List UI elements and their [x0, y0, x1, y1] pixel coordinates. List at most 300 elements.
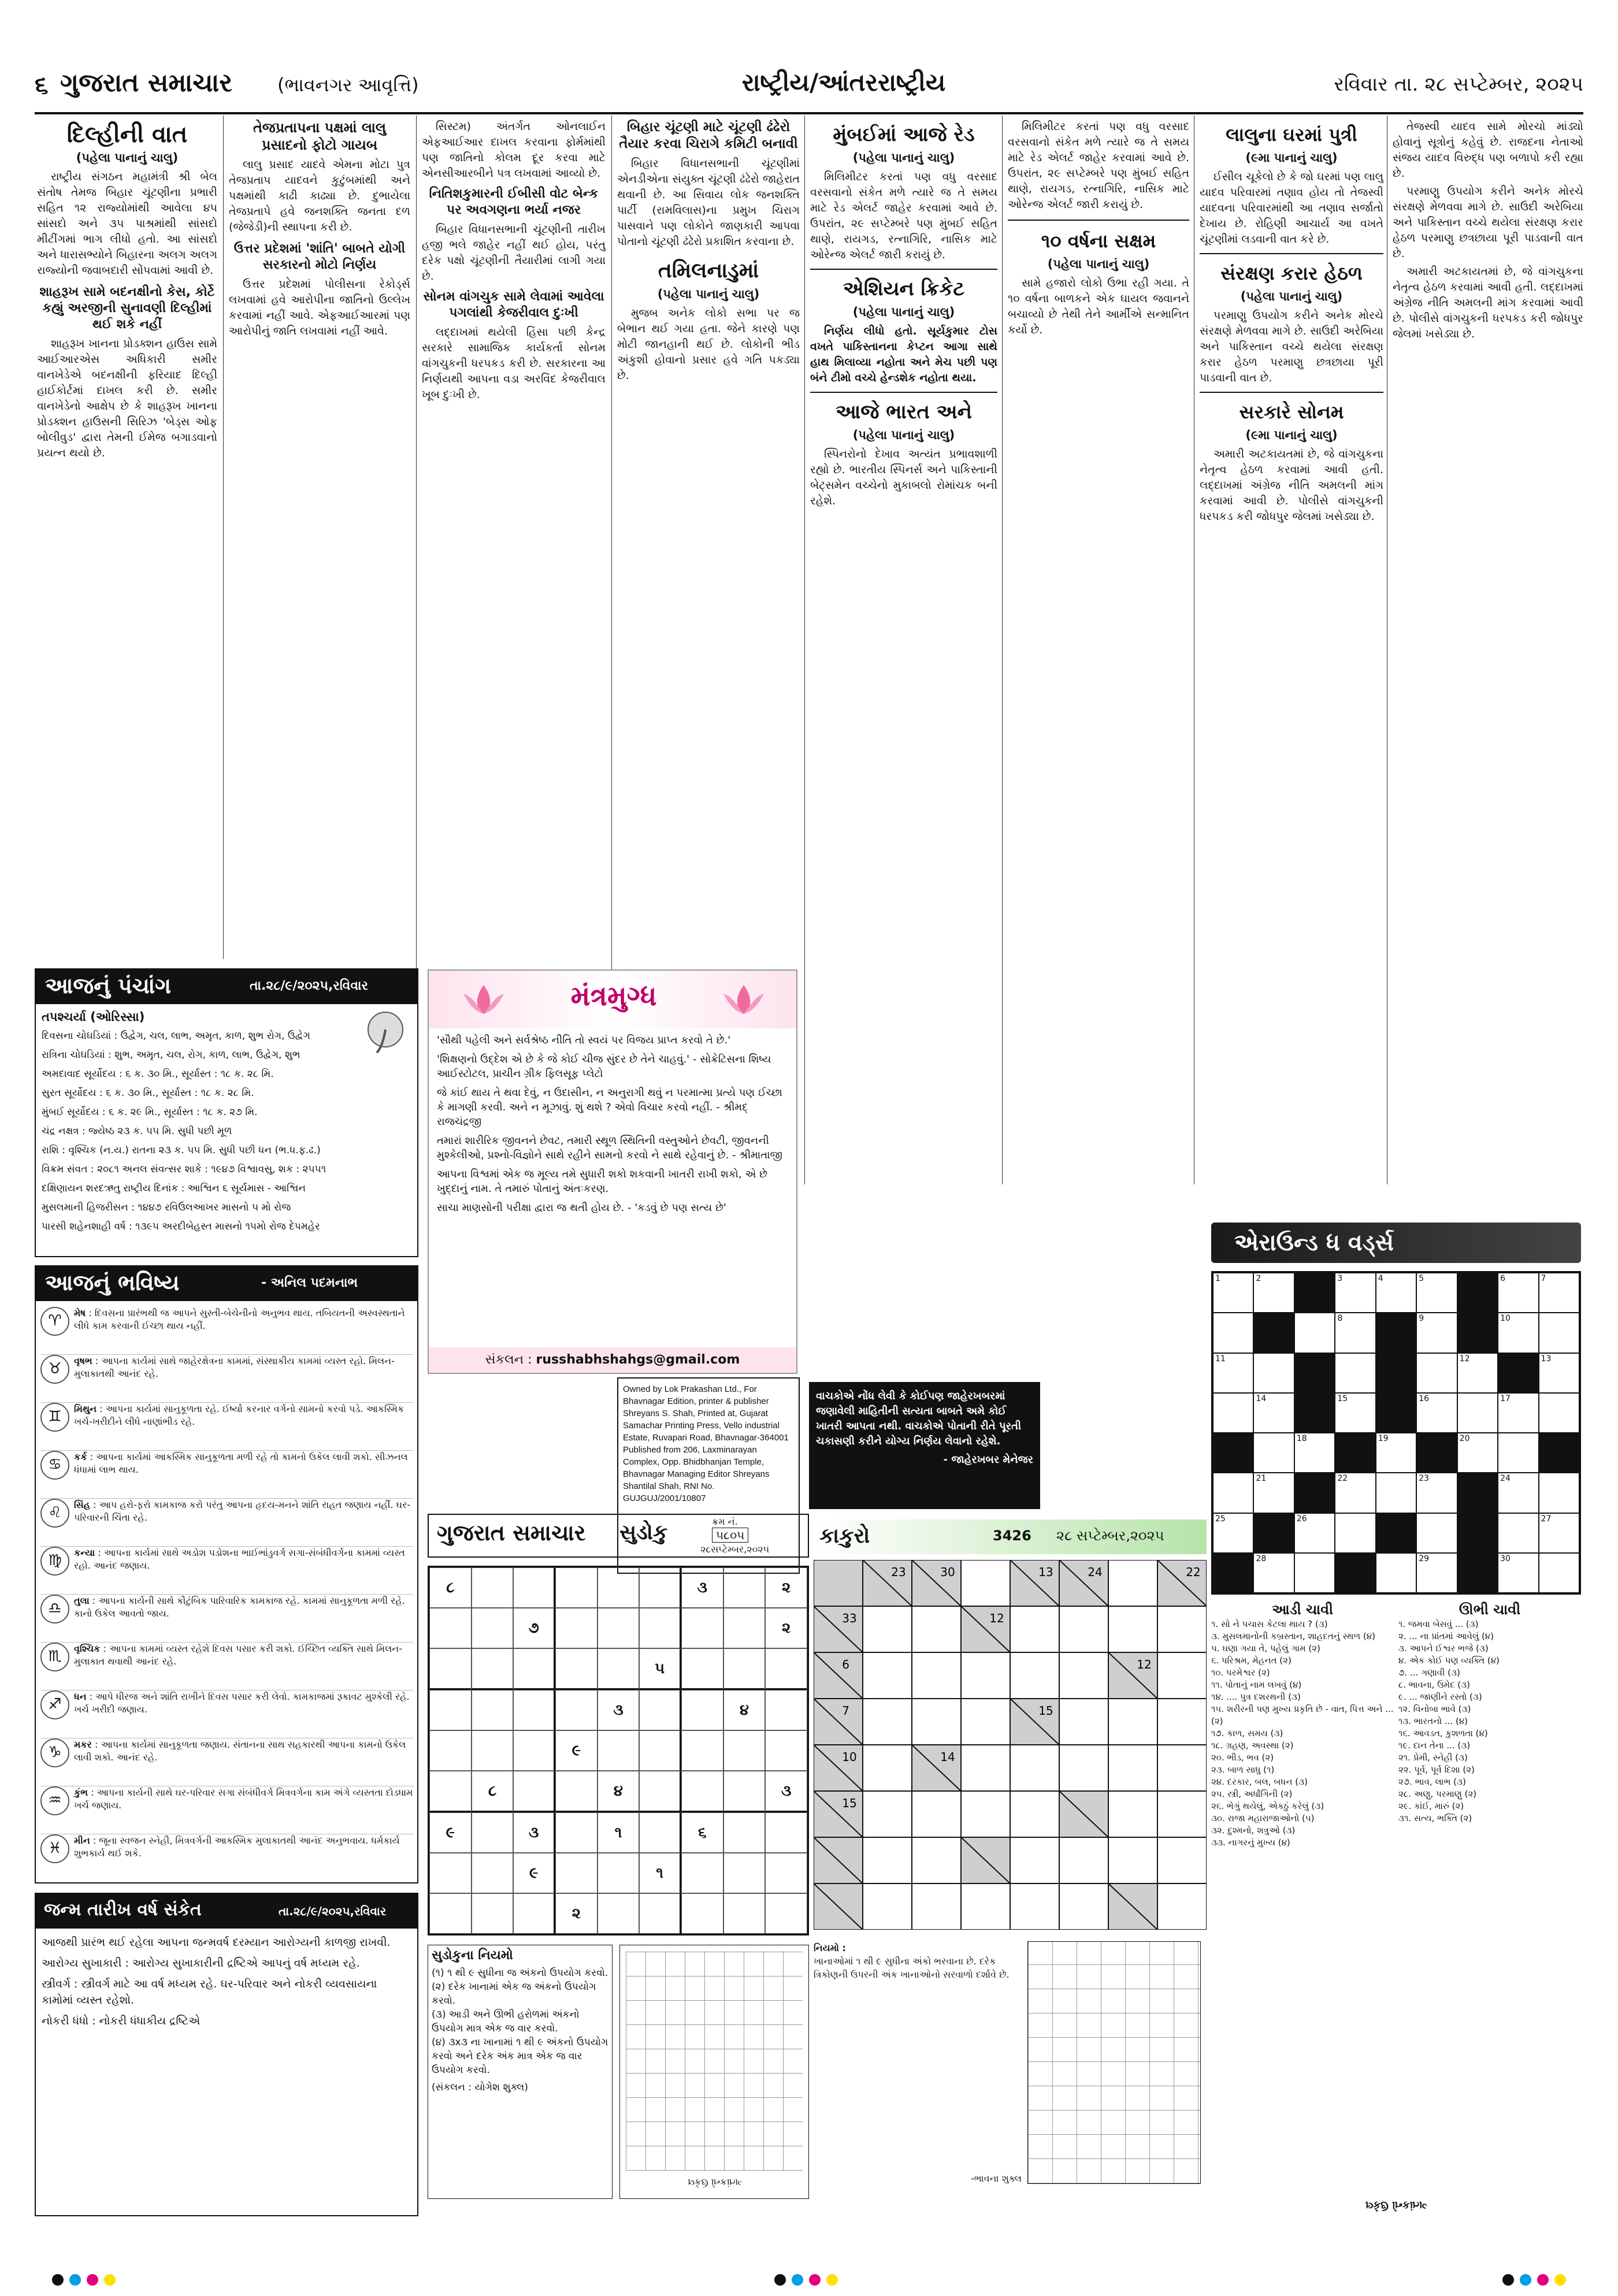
crossword-cell[interactable] — [1335, 1473, 1375, 1513]
kakuro-cell[interactable] — [961, 1883, 1010, 1930]
kakuro-cell[interactable] — [961, 1791, 1010, 1837]
horoscope-text: આપના કાર્યની સાથે કૌટુંબિક પારિવારિક કામકાજ રહે. કામમાં સાનુકૂળતા મળી રહે. કાનો ઉકેલ આવતો જાય. — [74, 1595, 405, 1619]
kakuro-box — [814, 1519, 1207, 2207]
chirag-para: બિહાર વિધાનસભાની ચૂંટણીમાં એનડીએના સંયુક્ત ચૂંટણી ઢંઢેરો જાહેરાત થવાની છે. આ સિવાય લોક જનશક્તિ પાર્ટી (રામવિલાસ)ના પ્રમુખ ચિરાગ પાસવાને પણ લોકોને જાણકારી આપવા પોતાનો ચૂંટણી ઢંઢેરો પ્રકાશિત કરવાના છે. — [617, 157, 800, 248]
pisces-icon: ♓ — [40, 1834, 69, 1863]
sudoku-cell[interactable] — [681, 1648, 723, 1690]
kakuro-cell[interactable] — [912, 1652, 961, 1699]
kakuro-cell[interactable] — [863, 1791, 912, 1837]
sudoku-cell[interactable] — [513, 1771, 555, 1812]
sudoku-brand: ગુજરાત સમાચાર — [437, 1519, 586, 1545]
crossword-cell[interactable] — [1539, 1353, 1579, 1393]
kakuro-cell[interactable] — [1059, 1837, 1108, 1883]
sudoku-cell[interactable] — [472, 1648, 514, 1690]
sudoku-cell[interactable]: ૫ — [639, 1648, 681, 1690]
horoscope-text: આપના કાર્યની સાથે ઘર-પરિવાર સગા સંબંધીવર્ગ મિત્રવર્ગના કામ અંગે વ્યસ્તતા દોડધામ ખર્ચ જણાય. — [74, 1787, 413, 1811]
sudoku-cell[interactable] — [723, 1567, 766, 1608]
sudoku-cell[interactable] — [598, 1853, 640, 1893]
sudoku-cell[interactable] — [513, 1730, 555, 1771]
kakuro-cell[interactable] — [961, 1560, 1010, 1606]
tejas-title: તેજપ્રતાપના પક્ષમાં લાલુ પ્રસાદનો ફોટો ગાયબ — [253, 120, 387, 153]
kakuro-answer-grid — [1027, 1941, 1201, 2184]
kakuro-cell[interactable] — [1157, 1699, 1207, 1745]
crossword-cell[interactable] — [1498, 1273, 1538, 1313]
notice-signature: - જાહેરખબર મેનેજર — [943, 1454, 1033, 1466]
kakuro-clue: 14 — [940, 1750, 955, 1764]
mumbai-article — [810, 119, 997, 1067]
registration-dot — [792, 2274, 803, 2286]
sudoku-cell[interactable] — [681, 1893, 723, 1934]
kakuro-cell[interactable] — [1108, 1699, 1157, 1745]
crossword-cell[interactable] — [1539, 1273, 1579, 1313]
crossword-cell[interactable] — [1335, 1313, 1375, 1353]
sudoku-cell[interactable]: ૩ — [598, 1690, 640, 1730]
panchang-line: રાત્રિના ચોઘડિયાં : શુભ, અમૃત, ચલ, રોગ, કાળ, લાભ, ઉદ્વેગ, શુભ — [42, 1049, 300, 1061]
crossword-cell[interactable] — [1335, 1393, 1375, 1433]
crossword-cell[interactable] — [1416, 1353, 1457, 1393]
sudoku-cell[interactable] — [723, 1893, 766, 1934]
sudoku-cell[interactable] — [639, 1608, 681, 1648]
column-rule — [223, 116, 224, 959]
sudoku-cell[interactable] — [513, 1690, 555, 1730]
sudoku-cell[interactable] — [765, 1690, 807, 1730]
kakuro-cell[interactable] — [863, 1652, 912, 1699]
crossword-cell[interactable] — [1416, 1273, 1457, 1313]
sudoku-cell[interactable] — [765, 1730, 807, 1771]
kakuro-cell[interactable] — [1059, 1699, 1108, 1745]
kakuro-cell[interactable] — [863, 1883, 912, 1930]
kakuro-cell[interactable] — [1108, 1745, 1157, 1791]
column-rule — [611, 116, 612, 971]
sudoku-cell[interactable] — [429, 1771, 472, 1812]
column-rule — [804, 116, 805, 1184]
down-clue: ૧૯. દાન તેના ... (૩) — [1398, 1740, 1471, 1751]
registration-dot — [87, 2274, 98, 2286]
crossword-grid[interactable] — [1211, 1271, 1581, 1595]
across-clue: ૧૫. શરીરની પણ મુખ્ય પ્રકૃતિ છે - વાત, પિત્ત અને ... (૨) — [1211, 1704, 1394, 1726]
crossword-cell[interactable] — [1376, 1473, 1416, 1513]
mumbai-para: મિલિમીટર કરતાં પણ વધુ વરસાદ વરસવાનો સંકેત મળે ત્યારે જ તે સમય માટે રેડ એલર્ટ જાહેર કરવામાં આવે છે. ઉપરાંત, ૨૯ સપ્ટેમ્બરે પણ મુંબઈ સહિત થાણે, રાયગડ, રત્નાગિરિ, નાસિક માટે ઓરેન્જ એલર્ટ જારી કરાયું છે. — [1008, 120, 1189, 211]
crossword-number: 22 — [1337, 1474, 1348, 1484]
taurus-icon: ♉ — [40, 1355, 69, 1384]
horoscope-item: ♏ વૃશ્ચિક : આપના કામમાં વ્યસ્ત રહેશે દિવસ પસાર કરી શકો. ઈચ્છિત વ્યક્તિ સાથે મિલન-મુલાકાત થવાથી આનંદ રહે. — [40, 1643, 414, 1691]
sudoku-cell[interactable] — [472, 1812, 514, 1853]
sudoku-cell[interactable] — [639, 1771, 681, 1812]
crossword-cell[interactable] — [1376, 1273, 1416, 1313]
horoscope-sign: કુંભ — [74, 1787, 88, 1798]
crossword-cell[interactable] — [1416, 1473, 1457, 1513]
crossword-cell[interactable] — [1498, 1313, 1538, 1353]
mumbai-title: મુંબઈમાં આજે રેડ — [833, 123, 975, 146]
horoscope-item: ♍ કન્યા : આપના કાર્યમાં સાથે અડોશ પડોશના ભાઈભાંડુવર્ગ સગા-સંબંધીવર્ગના કામમાં વ્યસ્ત રહો. આનંદ જણાય. — [40, 1547, 414, 1595]
sudoku-cell[interactable] — [555, 1648, 598, 1690]
kakuro-clue: 23 — [891, 1565, 906, 1579]
sudoku-cell[interactable]: ૭ — [513, 1608, 555, 1648]
registration-dot — [1537, 2274, 1549, 2286]
sudoku-cell[interactable] — [472, 1853, 514, 1893]
down-clue: ૮. ભાવના, ઉમેદ (૩) — [1398, 1680, 1470, 1690]
sudoku-cell[interactable] — [555, 1690, 598, 1730]
crossword-header — [1211, 1223, 1581, 1263]
tamilnadu-title: તમિલનાડુમાં — [658, 259, 759, 283]
horoscope-text: આપના કામમાં વ્યસ્ત રહેશે દિવસ પસાર કરી શકો. ઈચ્છિત વ્યક્તિ સાથે મિલન-મુલાકાત થવાથી આનંદ રહે. — [74, 1643, 402, 1667]
sudoku-cell[interactable] — [765, 1853, 807, 1893]
horoscope-author: - અનિલ પદમનાભ — [261, 1276, 358, 1290]
lalu-continued: (૯મા પાનાનું ચાલુ) — [1245, 151, 1338, 165]
sudoku-rule: (૨) દરેક ખાનામાં એક જ અંકનો ઉપયોગ કરવો. — [432, 1981, 596, 2007]
down-clue: ૨૧. પ્રેમી, સ્નેહી (૩) — [1398, 1752, 1468, 1763]
sudoku-cell[interactable]: ૧ — [639, 1853, 681, 1893]
kakuro-cell[interactable] — [1010, 1745, 1059, 1791]
tejas-subhead: ઉત્તર પ્રદેશમાં 'શાંતિ' બાબતે યોગી સરકારનો મોટો નિર્ણય — [233, 242, 406, 272]
sudoku-cell[interactable]: ૪ — [723, 1690, 766, 1730]
defence-para: પરમાણુ ઉપયોગ કરીને અનેક મોરચે સંરક્ષણે મેળવવા માગે છે. સાઉદી અરેબિયા અને પાકિસ્તાન વચ્ચે થયેલા સંરક્ષણ કરાર હેઠળ પરમાણુ છત્રછાયા પૂરી પાડવાની વાત છે. — [1393, 185, 1583, 260]
crossword-cell[interactable] — [1253, 1553, 1294, 1593]
horoscope-sign: વૃશ્ચિક — [74, 1643, 101, 1654]
crossword-cell[interactable] — [1376, 1433, 1416, 1473]
crossword-cell[interactable] — [1335, 1273, 1375, 1313]
masthead — [35, 68, 1583, 109]
sudoku-cell[interactable] — [598, 1893, 640, 1934]
sudoku-cell[interactable] — [555, 1812, 598, 1853]
crossword-block — [1294, 1473, 1335, 1513]
page-number: ૬ — [35, 70, 49, 99]
crossword-cell[interactable] — [1457, 1393, 1498, 1433]
today-para: સ્પિનરોનો દેખાવ અત્યંત પ્રભાવશાળી રહ્યો છે. ભારતીય સ્પિનર્સ અને પાકિસ્તાની બેટ્સમેન વચ્ચેનો મુકાબલો રોમાંચક બની રહેશે. — [810, 448, 997, 507]
sudoku-cell[interactable] — [513, 1567, 555, 1608]
sudoku-cell[interactable] — [472, 1730, 514, 1771]
sonam-para: અમારી અટકાયતમાં છે, જે વાંગચુકના નેતૃત્વ હેઠળ કરવામાં આવી હતી. લદ્દાખમાં અંગ્રેજ નીતિ અમલની માંગ કરવામાં આવી છે. પોલીસે વાંગચુકની ધરપકડ કરી જોધપુર જેલમાં ખસેડ્યા છે. — [1200, 448, 1383, 523]
crossword-cell[interactable] — [1457, 1433, 1498, 1473]
sudoku-cell[interactable] — [681, 1608, 723, 1648]
sudoku-cell[interactable] — [472, 1608, 514, 1648]
horoscope-item: ♈ મેષ : દિવસના પ્રારંભથી જ આપને સુસ્તી-બેચેનીનો અનુભવ થાય. તબિયતની અસ્વસ્થતાને લીધે કામ કરવાની ઈચ્છા થાય નહીં. — [40, 1307, 414, 1355]
kakuro-cell[interactable] — [912, 1791, 961, 1837]
sudoku-cell[interactable] — [598, 1608, 640, 1648]
kakuro-cell[interactable] — [1059, 1606, 1108, 1652]
crossword-cell[interactable] — [1213, 1473, 1253, 1513]
kakuro-cell[interactable] — [863, 1837, 912, 1883]
crossword-cell[interactable] — [1539, 1553, 1579, 1593]
sudoku-cell[interactable] — [681, 1690, 723, 1730]
sudoku-cell[interactable]: ૧ — [598, 1812, 640, 1853]
horoscope-sign: કર્ક — [74, 1451, 87, 1462]
sudoku-cell[interactable] — [723, 1730, 766, 1771]
mantra-footer — [429, 1347, 796, 1373]
crossword-block — [1457, 1273, 1498, 1313]
registration-marks-center — [774, 2274, 838, 2287]
sudoku-cell[interactable] — [555, 1608, 598, 1648]
today-continued: (પહેલા પાનાનું ચાલુ) — [852, 428, 955, 442]
sudoku-cell[interactable]: ૨ — [765, 1567, 807, 1608]
sudoku-cell[interactable] — [555, 1567, 598, 1608]
sudoku-cell[interactable] — [429, 1730, 472, 1771]
sudoku-cell[interactable] — [681, 1853, 723, 1893]
sudoku-cell[interactable] — [723, 1608, 766, 1648]
crossword-cell[interactable] — [1498, 1433, 1538, 1473]
crossword-cell[interactable] — [1498, 1393, 1538, 1433]
sudoku-cell[interactable] — [723, 1771, 766, 1812]
crossword-cell[interactable] — [1294, 1513, 1335, 1553]
sudoku-cell[interactable] — [513, 1648, 555, 1690]
crossword-block — [1457, 1513, 1498, 1553]
kakuro-cell[interactable] — [1157, 1606, 1207, 1652]
panchang-line: પારસી શહેનશાહી વર્ષ : ૧૩૯૫ અરદીબેહસ્ત માસનો ૧૫મો રોજ દેપમહેર — [42, 1221, 320, 1232]
birthday-body — [42, 1934, 411, 2029]
crossword-cell[interactable] — [1213, 1313, 1253, 1353]
sudoku-cell[interactable]: ૪ — [598, 1771, 640, 1812]
kakuro-cell[interactable] — [1059, 1883, 1108, 1930]
crossword-cell[interactable] — [1498, 1553, 1538, 1593]
across-clue: ૨૩. બાળ સાધુ (૧) — [1211, 1764, 1275, 1775]
mantra-header — [429, 971, 796, 1028]
defence-title: સંરક્ષણ કરાર હેઠળ — [1220, 262, 1363, 284]
horoscope-sign: તુલા — [74, 1595, 90, 1606]
down-clue: ૧. જમવા બેસવું ... (૩) — [1398, 1619, 1479, 1629]
sudoku-cell[interactable] — [639, 1812, 681, 1853]
crossword-number: 20 — [1459, 1434, 1470, 1443]
crossword-cell[interactable] — [1253, 1473, 1294, 1513]
crossword-cell[interactable] — [1416, 1313, 1457, 1353]
tejas-para: ઉત્તર પ્રદેશમાં પોલીસના રેકોર્ડ્સ લખવામાં હવે આરોપીના જાતિનો ઉલ્લેખ કરવામાં નહીં આવે. એફઆઈઆરમાં પણ આરોપીનું જાતિ લખવામાં નહીં આવે. — [229, 278, 410, 337]
crossword-number: 30 — [1500, 1554, 1511, 1563]
sudoku-rules-title: સુડોકુના નિયમો — [432, 1948, 513, 1963]
kakuro-cell[interactable] — [1059, 1745, 1108, 1791]
crossword-block — [1376, 1513, 1416, 1553]
sudoku-cell[interactable]: ૮ — [429, 1567, 472, 1608]
sudoku-cell[interactable] — [598, 1648, 640, 1690]
crossword-cell[interactable] — [1253, 1393, 1294, 1433]
crossword-cell[interactable] — [1416, 1513, 1457, 1553]
crossword-number: 6 — [1500, 1274, 1506, 1283]
sudoku-cell[interactable]: ૩ — [765, 1771, 807, 1812]
crossword-cell[interactable] — [1539, 1393, 1579, 1433]
crossword-cell[interactable] — [1253, 1353, 1294, 1393]
mantramugdh-box — [428, 969, 797, 1374]
col3-para: સિસ્ટમ) અંતર્ગત ઓનલાઈન એફઆઈઆર દાખલ કરવાના ફોર્મમાંથી પણ જાતિનો કોલમ દૂર કરવા માટે એનસીઆરબીને પત્ર લખવામાં આવ્યો છે. — [422, 120, 606, 180]
kakuro-clue: 33 — [842, 1611, 857, 1625]
sudoku-cell[interactable] — [723, 1853, 766, 1893]
crossword-cell[interactable] — [1294, 1313, 1335, 1353]
sudoku-cell[interactable]: ૨ — [765, 1608, 807, 1648]
across-clue: ૫. ઘણા ગયા તે, પહેલું ગામ (૨) — [1211, 1643, 1320, 1654]
sudoku-cell[interactable] — [765, 1648, 807, 1690]
defence-continued: (પહેલા પાનાનું ચાલુ) — [1240, 289, 1343, 303]
birthday-title: જન્મ તારીખ વર્ષ સંકેત — [44, 1900, 202, 1920]
sudoku-cell[interactable] — [723, 1648, 766, 1690]
kakuro-cell[interactable] — [863, 1606, 912, 1652]
sudoku-cell[interactable] — [555, 1853, 598, 1893]
crossword-cell[interactable] — [1253, 1273, 1294, 1313]
lalu-title: લાલુના ઘરમાં પુત્રી — [1226, 124, 1357, 146]
edition-label: (ભાવનગર આવૃત્તિ) — [277, 74, 419, 96]
kakuro-cell[interactable] — [1010, 1883, 1059, 1930]
kakuro-cell[interactable] — [961, 1652, 1010, 1699]
sudoku-cell[interactable] — [723, 1812, 766, 1853]
sudoku-grid[interactable] — [428, 1566, 809, 1935]
sudoku-cell[interactable]: ૯ — [513, 1853, 555, 1893]
paper-name: ગુજરાત સમાચાર — [60, 68, 232, 98]
birthday-header — [36, 1894, 417, 1929]
sudoku-cell[interactable] — [513, 1893, 555, 1934]
mantra-quote: આપના વિશ્વમાં એક જ મૂલ્ય તમે સુધારી શકો શકવાની ખાતરી રાખી શકો, એ છે ખુદ્દાનું નામ. તે તમારું પોતાનું અંતઃકરણ. — [437, 1168, 767, 1195]
kakuro-cell[interactable] — [1157, 1791, 1207, 1837]
kakuro-cell[interactable] — [1157, 1652, 1207, 1699]
crossword-cell[interactable] — [1457, 1353, 1498, 1393]
asia-title: એશિયન ક્રિકેટ — [843, 277, 965, 300]
crossword-down — [1398, 1604, 1581, 1825]
horoscope-item: ♊ મિથુન : આપના કાર્યમાં સાનુકૂળતા રહે. ઈર્ષ્યા કરનાર વર્ગનો સામનો કરવો પડે. આકસ્મિક ખર્ચ-ખરીદીને લીધે નાણાંભીડ રહે. — [40, 1403, 414, 1451]
birthday-para: આજથી પ્રારંભ થઈ રહેલા આપના જન્મવર્ષ દરમ્યાન આરોગ્યની કાળજી રાખવી. — [42, 1936, 391, 1949]
crossword-cell[interactable] — [1335, 1353, 1375, 1393]
sudoku-cell[interactable] — [598, 1567, 640, 1608]
tejas-para: લાલુ પ્રસાદ યાદવે એમના મોટા પુત્ર તેજપ્રતાપ યાદવને કુટુંબમાંથી અને પક્ષમાંથી કાઢી કાઢ્યા છે. દુભાયેલા તેજપ્રતાપે હવે જનશક્તિ જનતા દળ (જેજેડી)ની સ્થાપના કરી છે. — [229, 158, 410, 233]
registration-marks-right — [1502, 2274, 1566, 2287]
crossword-cell[interactable] — [1335, 1513, 1375, 1553]
sudoku-cell[interactable] — [472, 1893, 514, 1934]
sudoku-answer — [619, 1945, 809, 2199]
crossword-cell[interactable] — [1376, 1553, 1416, 1593]
sudoku-cell[interactable] — [681, 1730, 723, 1771]
registration-dot — [1502, 2274, 1514, 2286]
sudoku-cell[interactable] — [639, 1690, 681, 1730]
crossword-cell[interactable] — [1539, 1513, 1579, 1553]
kakuro-rules — [814, 1941, 1022, 2201]
ten-article — [1008, 119, 1189, 1124]
sudoku-cell[interactable] — [429, 1690, 472, 1730]
across-clue: ૩૩. નાગરનું મુખ્ય (૪) — [1211, 1837, 1290, 1848]
sudoku-cell[interactable] — [639, 1730, 681, 1771]
panchang-line: દિવસના ચોઘડિયાં : ઉદ્વેગ, ચલ, લાભ, અમૃત, કાળ, શુભ રોગ, ઉદ્વેગ — [42, 1030, 310, 1042]
mantra-email-label: સંકલન : — [485, 1353, 532, 1367]
crossword-number: 19 — [1378, 1434, 1389, 1443]
crossword-cell[interactable] — [1213, 1513, 1253, 1553]
crossword-cell[interactable] — [1213, 1353, 1253, 1393]
sudoku-cell[interactable] — [765, 1812, 807, 1853]
across-clue: ૧૭. કાળ, સમય (૩) — [1211, 1728, 1283, 1738]
mantra-title: મંત્રમુગ્ધ — [570, 980, 657, 1012]
kakuro-cell[interactable] — [863, 1699, 912, 1745]
crossword-cell[interactable] — [1213, 1273, 1253, 1313]
crossword-cell[interactable] — [1539, 1473, 1579, 1513]
crossword-number: 13 — [1541, 1354, 1552, 1364]
kakuro-cell[interactable] — [1108, 1791, 1157, 1837]
kakuro-cell[interactable] — [961, 1745, 1010, 1791]
cancer-icon: ♋ — [40, 1451, 69, 1480]
chirag-title: બિહાર ચૂંટણી માટે ચૂંટણી ઢંઢેરો તૈયાર કરવા ચિરાગે કમિટી બનાવી — [619, 120, 798, 151]
horoscope-sign: મકર — [74, 1739, 92, 1750]
horoscope-text: આપના કાર્યમાં આકસ્મિક સાનુકૂળતા મળી રહે તો કામનો ઉકેલ લાવી શકો. સીઝનલ ધંધામાં લાભ થાય. — [74, 1451, 408, 1475]
sudoku-cell[interactable]: ૩ — [513, 1812, 555, 1853]
crossword-number: 26 — [1296, 1514, 1307, 1524]
horoscope-sign: મેષ — [74, 1307, 86, 1318]
kakuro-cell[interactable] — [912, 1606, 961, 1652]
sudoku-cell[interactable] — [429, 1853, 472, 1893]
crossword-cell[interactable] — [1253, 1433, 1294, 1473]
crossword-number: 15 — [1337, 1394, 1348, 1403]
kakuro-cell[interactable] — [1157, 1745, 1207, 1791]
sudoku-cell[interactable] — [555, 1771, 598, 1812]
kakuro-cell[interactable] — [863, 1745, 912, 1791]
sudoku-cell[interactable]: ૬ — [681, 1812, 723, 1853]
across-clue: ૧૮. ગ્રહણ, અવસ્થા (૨) — [1211, 1740, 1294, 1751]
crossword-cell[interactable] — [1498, 1473, 1538, 1513]
mantra-email[interactable]: russhabhshahgs@gmail.com — [536, 1353, 740, 1367]
crossword-number: 1 — [1215, 1274, 1220, 1283]
kakuro-cell[interactable] — [1059, 1652, 1108, 1699]
crossword-cell[interactable] — [1294, 1553, 1335, 1593]
sudoku-cell[interactable] — [681, 1771, 723, 1812]
crossword-cell[interactable] — [1539, 1313, 1579, 1353]
crossword-block — [1294, 1393, 1335, 1433]
sudoku-title: સુડોકુ — [619, 1521, 668, 1544]
horoscope-item: ♉ વૃષભ : આપના કાર્યમાં સાથે જાહેરક્ષેત્રના કામમાં, સંસ્થાકીય કામમાં વ્યસ્ત રહો. મિલન-મુલાકાતથી આનંદ રહે. — [40, 1355, 414, 1403]
sudoku-cell[interactable]: ૯ — [429, 1812, 472, 1853]
kakuro-cell[interactable] — [912, 1837, 961, 1883]
kakuro-cell[interactable] — [1108, 1560, 1157, 1606]
across-clue: ૧૦. પરમેશ્વર (૨) — [1211, 1667, 1270, 1678]
kakuro-cell[interactable] — [1157, 1883, 1207, 1930]
down-clue: ૨૮. અણુ, પરમાણુ (૨) — [1398, 1789, 1477, 1799]
registration-dot — [69, 2274, 81, 2286]
kakuro-cell[interactable] — [912, 1699, 961, 1745]
lalu-para: ઈસીલ ચૂકેલો છે કે જો ઘરમાં પણ લાલુ યાદવ પરિવારમાં તણાવ હોય તો તેજસ્વી યાદવના પરિવારમાંથી આ તણાવ સર્જાતો દેખાય છે. રોહિણી આચાર્ય આ વખતે ચૂંટણીમાં લડવાની વાત કરે છે. — [1200, 170, 1383, 246]
crossword-cell[interactable] — [1498, 1513, 1538, 1553]
sudoku-cell[interactable]: ૩ — [681, 1567, 723, 1608]
sudoku-cell[interactable]: ૨ — [555, 1893, 598, 1934]
crossword-cell[interactable] — [1213, 1393, 1253, 1433]
kakuro-cell[interactable] — [1157, 1837, 1207, 1883]
kakuro-cell[interactable] — [1010, 1652, 1059, 1699]
kakuro-clue: 30 — [940, 1565, 955, 1579]
sudoku-number-label: ક્રમ નં. — [712, 1516, 738, 1527]
sudoku-cell[interactable] — [598, 1730, 640, 1771]
virgo-icon: ♍ — [40, 1547, 69, 1576]
kakuro-grid[interactable] — [814, 1560, 1207, 1930]
sudoku-cell[interactable]: ૯ — [555, 1730, 598, 1771]
birthday-date: તા.૨૮/૯/૨૦૨૫,રવિવાર — [279, 1904, 387, 1918]
crossword-number: 24 — [1500, 1474, 1511, 1484]
crossword-number: 27 — [1541, 1514, 1552, 1524]
crossword-block — [1294, 1353, 1335, 1393]
crossword-number: 5 — [1419, 1274, 1424, 1283]
kakuro-cell[interactable] — [912, 1883, 961, 1930]
sudoku-cell[interactable] — [472, 1690, 514, 1730]
sudoku-cell[interactable]: ૮ — [472, 1771, 514, 1812]
crossword-cell[interactable] — [1416, 1393, 1457, 1433]
sudoku-cell[interactable] — [765, 1893, 807, 1934]
crossword-block — [1253, 1513, 1294, 1553]
ten-para: સામે હજારો લોકો ઉભા રહી ગયા. તે ૧૦ વર્ષના બાળકને એક ઘાયલ જવાનને બચાવ્યો છે તેથી તેને આર્મીએ સન્માનિત કર્યો છે. — [1008, 277, 1189, 336]
crossword-number: 14 — [1256, 1394, 1267, 1403]
sudoku-cell[interactable] — [472, 1567, 514, 1608]
sudoku-cell[interactable] — [429, 1893, 472, 1934]
kakuro-cell[interactable] — [1108, 1606, 1157, 1652]
kakuro-cell[interactable] — [1010, 1606, 1059, 1652]
sudoku-cell[interactable] — [429, 1608, 472, 1648]
sudoku-cell[interactable] — [639, 1567, 681, 1608]
kakuro-cell[interactable] — [1108, 1837, 1157, 1883]
kakuro-cell[interactable] — [1010, 1837, 1059, 1883]
sudoku-cell[interactable] — [639, 1893, 681, 1934]
kakuro-cell[interactable] — [1010, 1791, 1059, 1837]
crossword-cell[interactable] — [1416, 1553, 1457, 1593]
crossword-box — [1211, 1223, 1581, 2222]
sudoku-cell[interactable] — [429, 1648, 472, 1690]
crossword-cell[interactable] — [1294, 1433, 1335, 1473]
across-clue: ૧. સો ને પચાસ કેટલા થાય ? (૩) — [1211, 1619, 1328, 1629]
kakuro-cell[interactable] — [961, 1699, 1010, 1745]
